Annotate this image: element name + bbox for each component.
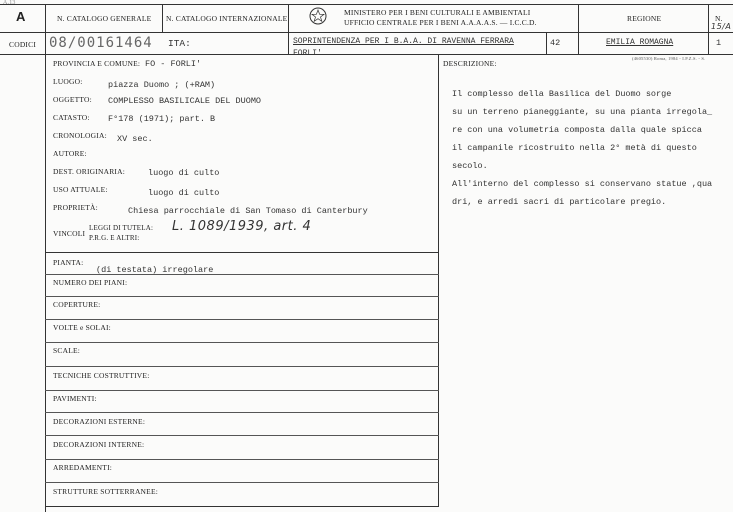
- vincoli-label: VINCOLI: [53, 229, 86, 238]
- rule: [45, 506, 439, 507]
- rule: [708, 4, 709, 54]
- provincia-value: FO - FORLI': [145, 59, 202, 69]
- rule: [0, 32, 733, 33]
- oggetto-value: COMPLESSO BASILICALE DEL DUOMO: [108, 96, 262, 106]
- cronologia-value: XV sec.: [117, 134, 153, 144]
- tecniche-costruttive-label: TECNICHE COSTRUTTIVE:: [53, 371, 150, 380]
- descrizione-line: su un terreno pianeggiante, su una pianta irregola_: [452, 107, 713, 117]
- rule: [45, 252, 439, 253]
- corner-mark: A.13: [3, 0, 16, 6]
- rule: [578, 4, 579, 54]
- proprieta-label: PROPRIETÀ:: [53, 203, 98, 212]
- pavimenti-label: PAVIMENTI:: [53, 394, 97, 403]
- uso-attuale-label: USO ATTUALE:: [53, 185, 108, 194]
- decorazioni-esterne-label: DECORAZIONI ESTERNE:: [53, 417, 146, 426]
- rule: [45, 319, 439, 320]
- republic-emblem-icon: [309, 6, 327, 26]
- dest-originaria-label: DEST. ORIGINARIA:: [53, 167, 126, 176]
- leggi-tutela-label: LEGGI DI TUTELA:: [89, 224, 154, 232]
- section-letter: A: [16, 9, 26, 24]
- rule: [0, 54, 733, 55]
- soprintendenza-cont: FORLI': [293, 49, 322, 58]
- scale-label: SCALE:: [53, 346, 81, 355]
- provincia-label: PROVINCIA E COMUNE:: [53, 59, 141, 68]
- rule: [162, 4, 163, 32]
- rule: [45, 54, 46, 512]
- print-note: (4605530) Roma, 1984 - I.P.Z.S. - S.: [632, 56, 706, 61]
- luogo-label: LUOGO:: [53, 77, 83, 86]
- cronologia-label: CRONOLOGIA:: [53, 131, 107, 140]
- regione-value: EMILIA ROMAGNA: [606, 38, 674, 47]
- n-label: N.: [715, 14, 723, 23]
- rule: [45, 390, 439, 391]
- descrizione-line: All'interno del complesso si conservano statue ,qua: [452, 179, 713, 189]
- coperture-label: COPERTURE:: [53, 300, 101, 309]
- rule: [546, 32, 547, 54]
- cat-internazionale-label: N. CATALOGO INTERNAZIONALE: [166, 14, 288, 23]
- volte-solai-label: VOLTE e SOLAI:: [53, 323, 111, 332]
- rule: [438, 54, 439, 506]
- pianta-label: PIANTA:: [53, 258, 84, 267]
- decorazioni-interne-label: DECORAZIONI INTERNE:: [53, 440, 145, 449]
- rule: [45, 342, 439, 343]
- strutture-sotterranee-label: STRUTTURE SOTTERRANEE:: [53, 487, 159, 496]
- autore-label: AUTORE:: [53, 149, 87, 158]
- rule: [0, 4, 733, 5]
- catasto-label: CATASTO:: [53, 113, 90, 122]
- rule: [45, 412, 439, 413]
- descrizione-line: secolo.: [452, 161, 488, 171]
- arredamenti-label: ARREDAMENTI:: [53, 463, 113, 472]
- descrizione-line: il campanile ricostruito nella 2° metà di questo: [452, 143, 697, 153]
- regione-label: REGIONE: [627, 14, 662, 23]
- rule: [45, 435, 439, 436]
- proprieta-value: Chiesa parrocchiale di San Tomaso di Canterbury: [128, 206, 368, 216]
- uso-attuale-value: luogo di culto: [148, 188, 220, 198]
- codici-label: CODICI: [9, 40, 37, 49]
- descrizione-label: DESCRIZIONE:: [443, 59, 497, 68]
- descrizione-line: dri, e arredi sacri di particolare pregio.: [452, 197, 667, 207]
- cat-generale-label: N. CATALOGO GENERALE: [57, 14, 152, 23]
- pianta-value: (di testata) irregolare: [96, 265, 214, 275]
- catasto-value: F°178 (1971); part. B: [108, 114, 216, 124]
- rule: [45, 482, 439, 483]
- soprintendenza: SOPRINTENDENZA PER I B.A.A. DI RAVENNA FERRARA: [293, 37, 514, 46]
- descrizione-line: Il complesso della Basilica del Duomo sorge: [452, 89, 672, 99]
- leggi-tutela-value: L. 1089/1939, art. 4: [172, 219, 312, 234]
- rule: [45, 366, 439, 367]
- prg-label: P.R.G. E ALTRI:: [89, 234, 140, 242]
- oggetto-label: OGGETTO:: [53, 95, 92, 104]
- n-handwritten: 15/A: [711, 22, 732, 31]
- ministero-line1: MINISTERO PER I BENI CULTURALI E AMBIENTALI: [344, 8, 531, 17]
- ita-label: ITA:: [168, 38, 191, 49]
- descrizione-text: [452, 85, 722, 211]
- rule: [45, 459, 439, 460]
- ministero-line2: UFFICIO CENTRALE PER I BENI A.A.A.A.S. — I.C.C.D.: [344, 18, 537, 27]
- descrizione-line: re con una volumetria composta dalla quale spicca: [452, 125, 702, 135]
- rule: [45, 296, 439, 297]
- dest-originaria-value: luogo di culto: [148, 168, 220, 178]
- n-value: 1: [716, 38, 722, 48]
- catalog-number: 08/00161464: [49, 35, 153, 51]
- code-42: 42: [550, 38, 561, 48]
- numero-piani-label: NUMERO DEI PIANI:: [53, 278, 128, 287]
- luogo-value: piazza Duomo ; (+RAM): [108, 80, 216, 90]
- rule: [288, 4, 289, 54]
- rule: [45, 4, 46, 54]
